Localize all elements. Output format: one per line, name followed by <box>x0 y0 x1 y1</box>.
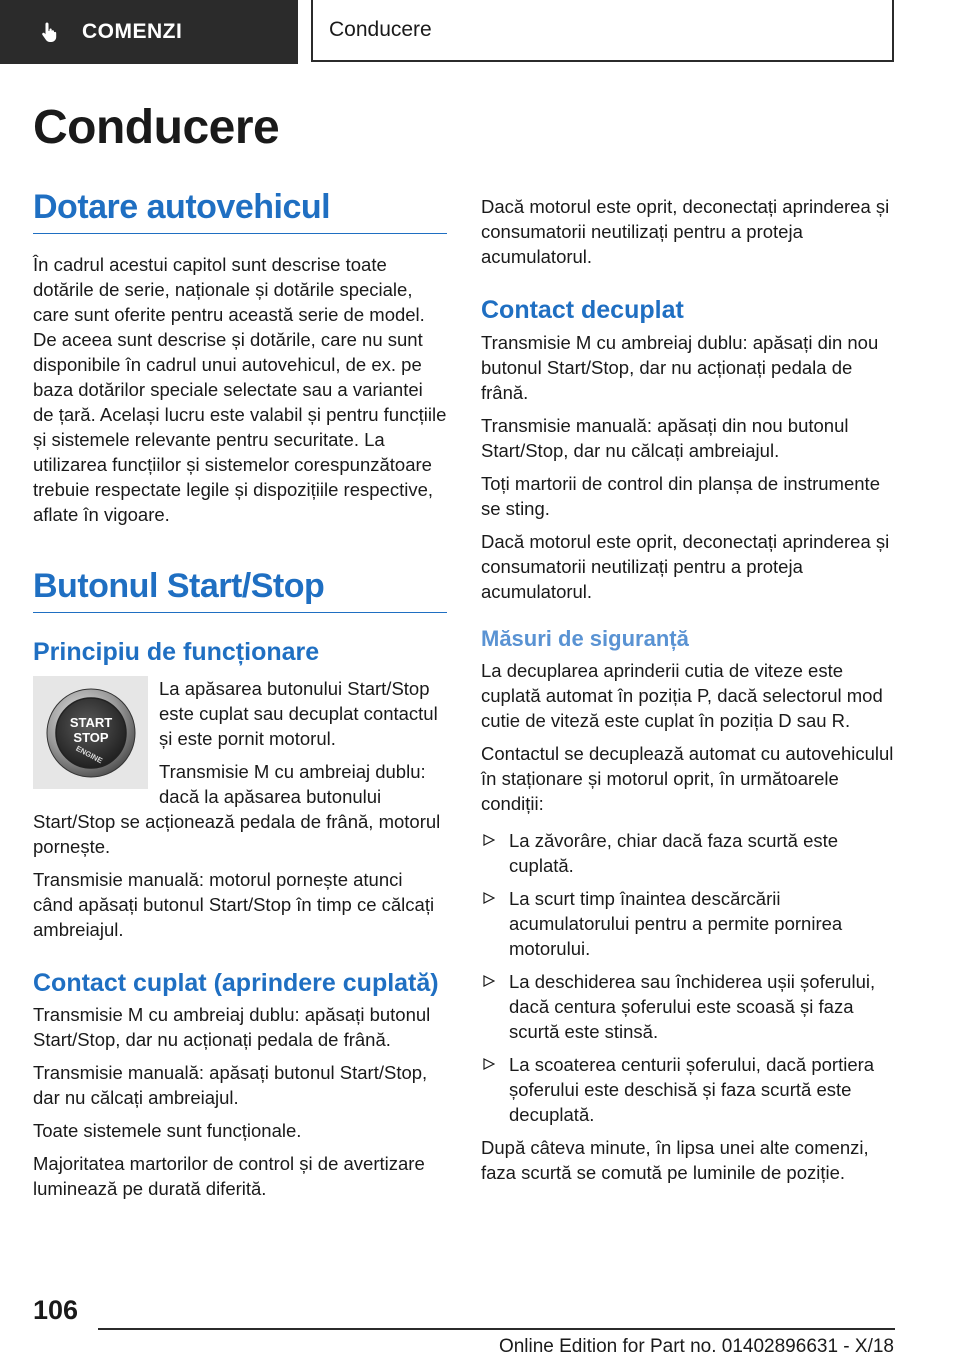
paragraph: După câteva minute, în lipsa unei alte comenzi, faza scurtă se comută pe luminile de poziție. <box>481 1137 869 1183</box>
paragraph: Transmisie manuală: motorul pornește atunci când apăsați butonul Start/Stop în timp ce călcați ambreiajul. <box>33 869 435 940</box>
section-tab-label: COMENZI <box>82 20 183 43</box>
subsection-title-contact-cuplat: Contact cuplat (aprindere cuplată) <box>33 969 439 997</box>
section-tab-comenzi[interactable] <box>0 0 298 64</box>
paragraph: Transmisie M cu ambreiaj dublu: apăsați butonul Start/Stop, dar nu acționați pedala de frână. <box>33 1004 431 1050</box>
paragraph: Dacă motorul este oprit, deconectați aprinderea și consumatorii neutilizați pentru a proteja acumulatorul. <box>481 196 890 267</box>
paragraph: În cadrul acestui capitol sunt descrise toate dotările de serie, naționale și dotările speciale, care sunt oferite pentru această serie de model. De aceea sunt descrise și dotările, care nu sunt disponibile în cadrul unui autovehicul, de ex. pe baza dotărilor speciale selectate sau a variantei de țară. Același lucru este valabil și pentru funcțiile și sistemele relevante pentru securitate. La utilizarea funcțiilor și sistemelor corespunzătoare trebuie respectate legile și dispozițiile respective, aflate în vigoare. <box>33 254 447 525</box>
paragraph: Transmisie M cu ambreiaj dublu: apăsați din nou butonul Start/Stop, dar nu acționați pedala de frână. <box>481 332 879 403</box>
start-stop-button-image <box>33 676 148 789</box>
chapter-tab-label: Conducere <box>329 18 432 41</box>
chapter-title: Conducere <box>33 101 280 154</box>
paragraph: Transmisie manuală: apăsați din nou butonul Start/Stop, dar nu călcați ambreiajul. <box>481 415 849 461</box>
list-item: La zăvorâre, chiar dacă faza scurtă este cuplată. <box>481 828 895 878</box>
left-column <box>33 188 447 1209</box>
start-stop-button-icon <box>45 687 137 779</box>
subsection-title-principiu: Principiu de funcționare <box>33 638 320 666</box>
list-item: La scoaterea centurii șoferului, dacă portiera șoferului este deschisă și faza scurtă este decuplată. <box>481 1052 895 1127</box>
list-item: La scurt timp înaintea descărcării acumulatorului pentru a permite pornirea motorului. <box>481 886 895 961</box>
subsubsection-title-masuri: Măsuri de siguranță <box>481 626 689 651</box>
footer-divider <box>98 1328 895 1330</box>
page-header <box>0 0 960 66</box>
button-text-stop: STOP <box>72 729 109 745</box>
list-item: La deschiderea sau închiderea ușii șoferului, dacă centura șoferului este scoasă și faza scurtă este stinsă. <box>481 969 895 1044</box>
button-text-engine: ENGINE <box>73 743 104 765</box>
paragraph: Contactul se decuplează automat cu autovehiculul în staționare și motorul oprit, în următoarele condiții: <box>481 743 894 814</box>
section-title-start-stop: Butonul Start/Stop <box>33 567 447 613</box>
paragraph: Transmisie M cu ambreiaj dublu: dacă la apăsarea butonului Start/Stop se acționează pedala de frână, motorul pornește. <box>33 761 441 857</box>
paragraph: Dacă motorul este oprit, deconectați aprinderea și consumatorii neutilizați pentru a proteja acumulatorul. <box>481 531 890 602</box>
hand-pointer-icon <box>38 20 62 44</box>
triangle-bullet-icon <box>483 975 495 987</box>
chapter-tab-conducere[interactable] <box>311 0 894 62</box>
footer-edition-text: Online Edition for Part no. 01402896631 - X/18 <box>498 1336 894 1357</box>
paragraph: Majoritatea martorilor de control și de avertizare luminează pe durată diferită. <box>33 1153 425 1199</box>
paragraph: La decuplarea aprinderii cutia de viteze este cuplată automat în poziția P, dacă selectorul mod cutie de viteză este cuplat în poziția D sau R. <box>481 660 883 731</box>
triangle-bullet-icon <box>483 834 495 846</box>
paragraph: La apăsarea butonului Start/Stop este cuplat sau decuplat contactul și este pornit motorul. <box>159 678 438 749</box>
triangle-bullet-icon <box>483 892 495 904</box>
page-number: 106 <box>33 1295 79 1325</box>
right-column <box>481 188 895 1193</box>
bullet-list <box>481 828 895 1127</box>
paragraph: Toate sistemele sunt funcționale. <box>33 1120 302 1141</box>
button-text-start: START <box>69 714 112 730</box>
section-title-dotare: Dotare autovehicul <box>33 188 447 234</box>
paragraph: Transmisie manuală: apăsați butonul Start/Stop, dar nu călcați ambreiajul. <box>33 1062 428 1108</box>
triangle-bullet-icon <box>483 1058 495 1070</box>
subsection-title-contact-decuplat: Contact decuplat <box>481 296 684 324</box>
paragraph: Toți martorii de control din planșa de instrumente se sting. <box>481 473 880 519</box>
